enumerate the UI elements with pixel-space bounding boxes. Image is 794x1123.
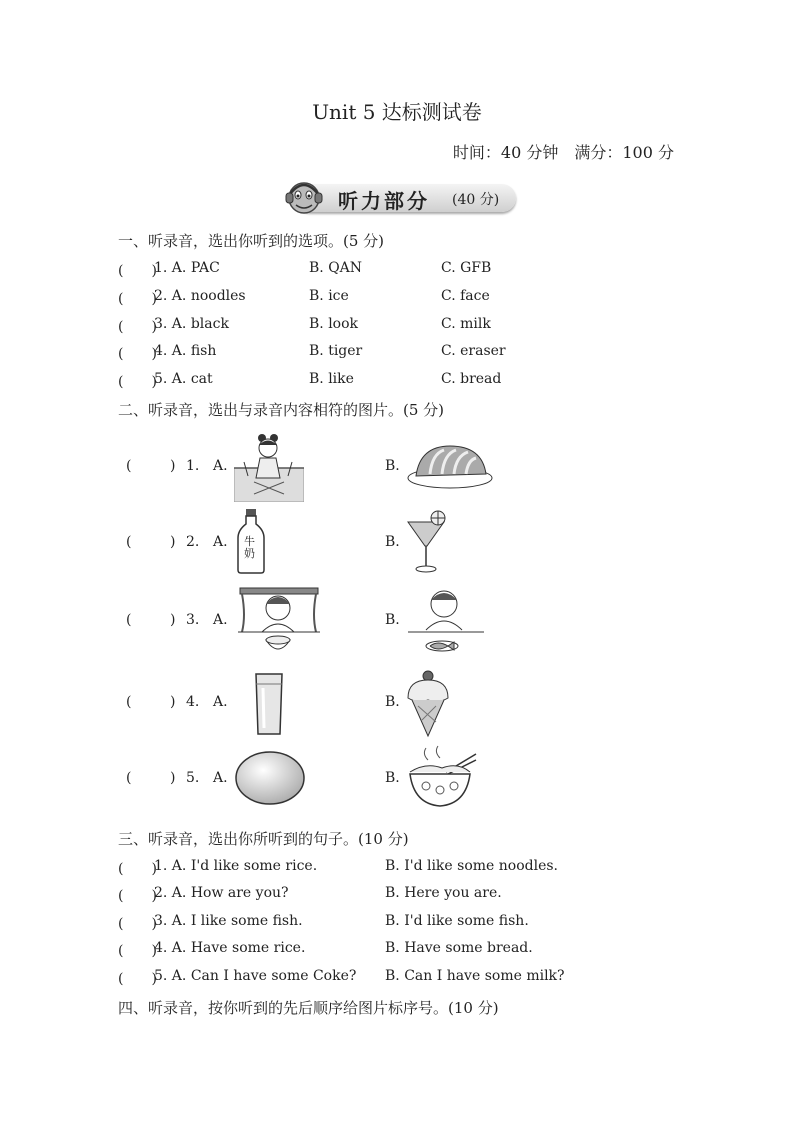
option-a: 5. A. Can I have some Coke?	[154, 968, 357, 984]
question-number: 3.	[186, 612, 200, 628]
option-b: B. Can I have some milk?	[385, 968, 565, 984]
option-c: C. milk	[441, 316, 491, 332]
boy-eating-fish-icon[interactable]	[408, 586, 484, 658]
section2-heading: 二、听录音，选出与录音内容相符的图片。(5 分)	[118, 401, 445, 419]
answer-paren[interactable]: ( )	[118, 291, 157, 307]
option-b: B. like	[309, 371, 354, 387]
question-number: 4.	[186, 694, 200, 710]
juice-glass-icon[interactable]	[404, 508, 448, 574]
girl-eating-icon[interactable]	[234, 432, 304, 502]
option-a: 3. A. I like some fish.	[154, 913, 303, 929]
option-b-label: B.	[385, 770, 400, 786]
choice-row	[118, 885, 678, 905]
answer-paren-close: )	[170, 458, 176, 474]
exam-meta: 时间：40 分钟 满分：100 分	[452, 143, 674, 162]
answer-paren-open[interactable]: (	[126, 458, 132, 474]
option-b-label: B.	[385, 534, 400, 550]
option-a: 1. A. PAC	[154, 260, 220, 276]
option-a: 2. A. noodles	[154, 288, 246, 304]
option-a-label: A.	[213, 458, 228, 474]
answer-paren[interactable]: ( )	[118, 943, 157, 959]
option-b: B. Have some bread.	[385, 940, 533, 956]
answer-paren[interactable]: ( )	[118, 319, 157, 335]
choice-row	[118, 316, 678, 336]
ice-cream-icon[interactable]	[406, 670, 450, 738]
option-a: 1. A. I'd like some rice.	[154, 858, 318, 874]
choice-row	[118, 913, 678, 933]
picture-question-2	[118, 508, 678, 578]
answer-paren[interactable]: ( )	[118, 861, 157, 877]
option-a: 2. A. How are you?	[154, 885, 289, 901]
question-number: 5.	[186, 770, 200, 786]
listening-banner	[276, 176, 516, 218]
choice-row	[118, 288, 678, 308]
option-c: C. face	[441, 288, 490, 304]
answer-paren-close: )	[170, 534, 176, 550]
option-a: 3. A. black	[154, 316, 229, 332]
picture-question-1	[118, 432, 678, 502]
question-number: 2.	[186, 534, 200, 550]
picture-question-5	[118, 744, 678, 814]
option-a: 4. A. Have some rice.	[154, 940, 306, 956]
option-b-label: B.	[385, 458, 400, 474]
option-a-label: A.	[213, 770, 228, 786]
option-b-label: B.	[385, 694, 400, 710]
bread-icon[interactable]	[406, 440, 494, 490]
answer-paren-open[interactable]: (	[126, 694, 132, 710]
choice-row	[118, 260, 678, 280]
option-a: 5. A. cat	[154, 371, 213, 387]
answer-paren-close: )	[170, 612, 176, 628]
answer-paren-open[interactable]: (	[126, 534, 132, 550]
picture-question-3	[118, 586, 678, 656]
option-a-label: A.	[213, 694, 228, 710]
banner-label: 听力部分	[338, 189, 430, 213]
option-b: B. tiger	[309, 343, 363, 359]
choice-row	[118, 371, 678, 391]
headphone-mascot-icon	[282, 176, 326, 218]
choice-row	[118, 343, 678, 363]
page-title: Unit 5 达标测试卷	[312, 100, 482, 124]
option-a-label: A.	[213, 534, 228, 550]
noodle-bowl-icon[interactable]	[406, 744, 478, 810]
answer-paren[interactable]: ( )	[118, 971, 157, 987]
choice-row	[118, 940, 678, 960]
answer-paren-open[interactable]: (	[126, 770, 132, 786]
option-a-label: A.	[213, 612, 228, 628]
option-b: B. look	[309, 316, 359, 332]
answer-paren[interactable]: ( )	[118, 263, 157, 279]
option-b: B. I'd like some fish.	[385, 913, 529, 929]
question-number: 1.	[186, 458, 200, 474]
option-c: C. eraser	[441, 343, 506, 359]
option-b-label: B.	[385, 612, 400, 628]
boy-eating-rice-icon[interactable]	[238, 586, 320, 658]
option-a: 4. A. fish	[154, 343, 217, 359]
egg-icon[interactable]	[234, 750, 306, 806]
answer-paren[interactable]: ( )	[118, 346, 157, 362]
option-c: C. bread	[441, 371, 502, 387]
option-b: B. I'd like some noodles.	[385, 858, 559, 874]
banner-score: (40 分)	[452, 192, 500, 208]
answer-paren-open[interactable]: (	[126, 612, 132, 628]
section3-heading: 三、听录音，选出你所听到的句子。(10 分)	[118, 830, 409, 848]
option-c: C. GFB	[441, 260, 492, 276]
water-glass-icon[interactable]	[254, 672, 284, 736]
section4-heading: 四、听录音，按你听到的先后顺序给图片标序号。(10 分)	[118, 999, 499, 1017]
milk-bottle-label: 牛奶	[244, 535, 255, 560]
choice-row	[118, 858, 678, 878]
picture-question-4	[118, 668, 678, 738]
section1-heading: 一、听录音，选出你听到的选项。(5 分)	[118, 232, 385, 250]
answer-paren[interactable]: ( )	[118, 374, 157, 390]
answer-paren[interactable]: ( )	[118, 888, 157, 904]
option-b: B. Here you are.	[385, 885, 502, 901]
option-b: B. QAN	[309, 260, 363, 276]
answer-paren-close: )	[170, 770, 176, 786]
choice-row	[118, 968, 678, 988]
answer-paren-close: )	[170, 694, 176, 710]
answer-paren[interactable]: ( )	[118, 916, 157, 932]
option-b: B. ice	[309, 288, 349, 304]
